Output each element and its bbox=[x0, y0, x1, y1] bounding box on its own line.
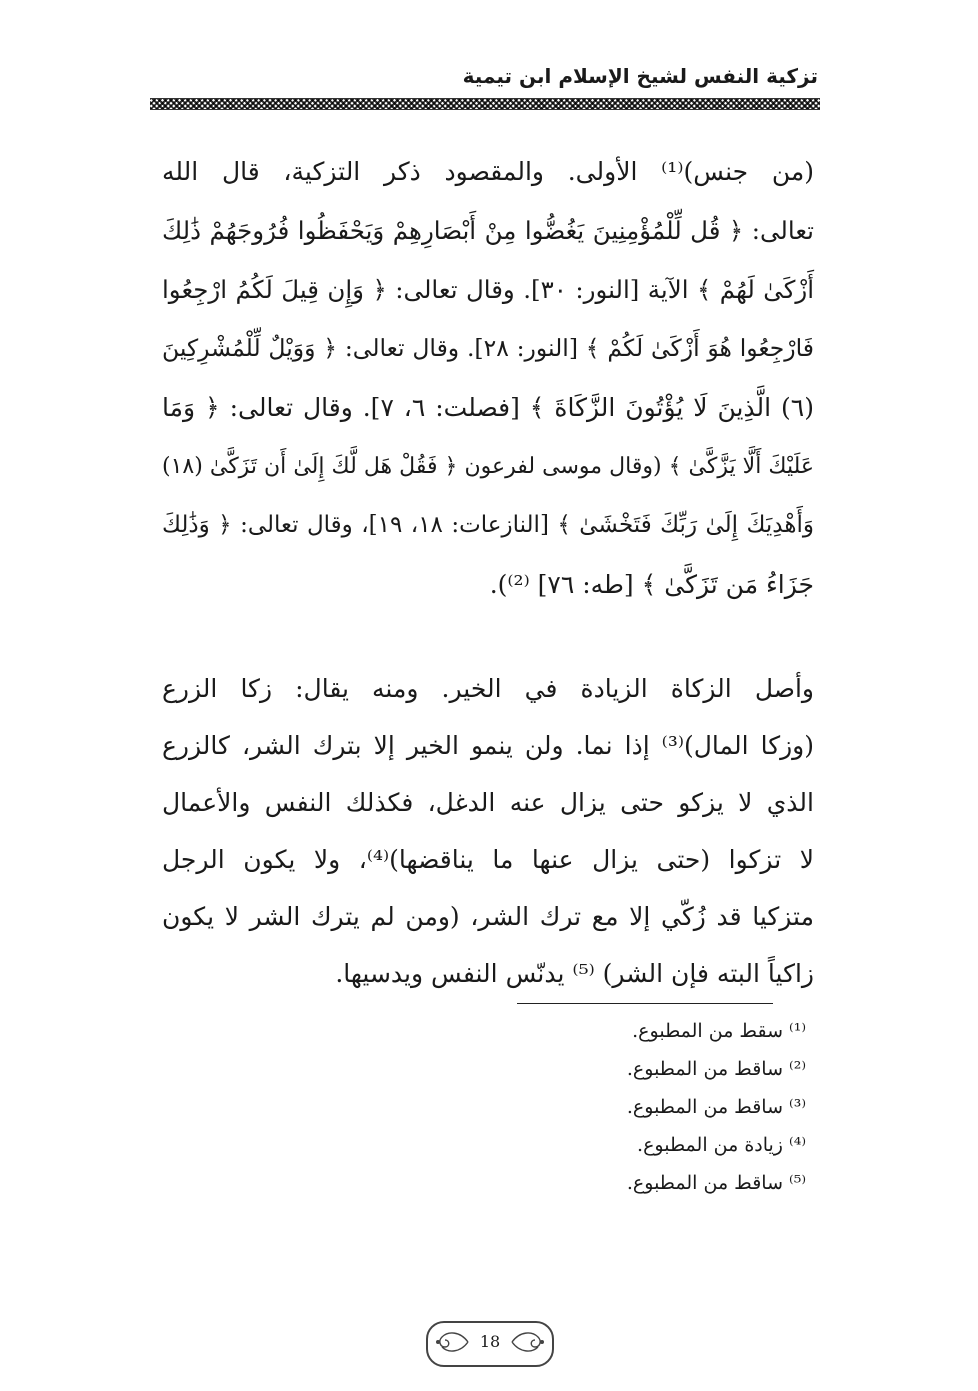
footnote-item: ⁽³⁾ ساقط من المطبوع. bbox=[626, 1096, 806, 1118]
text-line: وأصل الزكاة الزيادة في الخير. ومنه يقال: زكا الزرع bbox=[162, 674, 814, 703]
footnote-item: ⁽⁵⁾ ساقط من المطبوع. bbox=[626, 1172, 806, 1194]
footnote-item: ⁽⁴⁾ زيادة من المطبوع. bbox=[637, 1134, 806, 1156]
footnote-separator bbox=[517, 1003, 773, 1004]
text-line: متزكيا قد زُكّي إلا مع ترك الشر، (ومن لم يترك الشر لا يكون bbox=[162, 902, 814, 931]
text-line: وَأَهْدِيَكَ إِلَىٰ رَبِّكَ فَتَخْشَىٰ ﴾ [النازعات: ١٨، ١٩]، وقال تعالى: ﴿ وَذَٰلِكَ bbox=[162, 512, 814, 538]
page-number: 18 bbox=[479, 1332, 501, 1351]
footnote-item: ⁽¹⁾ سقط من المطبوع. bbox=[632, 1020, 806, 1042]
running-header bbox=[150, 58, 820, 98]
text-line: أَزْكَىٰ لَهُمْ ﴾ الآية [النور: ٣٠]. وقال تعالى: ﴿ وَإِن قِيلَ لَكُمُ ارْجِعُوا bbox=[162, 275, 814, 304]
text-line: زاكياً البته فإن الشر) ⁽⁵⁾ يدنّس النفس ويدسيها. bbox=[335, 959, 814, 988]
text-line: لا تزكوا (حتى يزال عنها ما يناقضها)⁽⁴⁾، ولا يكون الرجل bbox=[162, 845, 814, 874]
header-ornament-rule bbox=[150, 98, 820, 110]
ornament-icon bbox=[510, 1329, 546, 1355]
page-number-frame bbox=[426, 1321, 554, 1367]
text-line: (وزكا المال)⁽³⁾ إذا نما. ولن ينمو الخير إلا بترك الشر، كالزرع bbox=[162, 731, 815, 760]
text-line: (من جنس)⁽¹⁾ الأولى. والمقصود ذكر التزكية، قال الله bbox=[162, 157, 814, 186]
paragraph-zakat-meaning bbox=[162, 660, 814, 1002]
footnote-item: ⁽²⁾ ساقط من المطبوع. bbox=[626, 1058, 806, 1080]
paragraph-quran-verses bbox=[162, 142, 814, 614]
text-line: جَزَاءُ مَن تَزَكَّىٰ ﴾ [طه: ٧٦] ⁽²⁾). bbox=[489, 570, 814, 599]
book-title: تزكية النفس لشيخ الإسلام ابن تيمية bbox=[462, 64, 818, 88]
text-line: تعالى: ﴿ قُل لِّلْمُؤْمِنِينَ يَغُضُّوا مِنْ أَبْصَارِهِمْ وَيَحْفَظُوا فُرُوجَهُمْ ذَٰلِكَ bbox=[162, 216, 814, 245]
text-line: عَلَيْكَ أَلَّا يَزَّكَّىٰ ﴾ (وقال موسى لفرعون ﴿ فَقُلْ هَل لَّكَ إِلَىٰ أَن تَزَكَّىٰ (١٨) bbox=[162, 454, 814, 479]
text-line: (٦) الَّذِينَ لَا يُؤْتُونَ الزَّكَاةَ ﴾ [فصلت: ٦، ٧]. وقال تعالى: ﴿ وَمَا bbox=[162, 393, 814, 422]
text-line: فَارْجِعُوا هُوَ أَزْكَىٰ لَكُمْ ﴾ [النور: ٢٨]. وقال تعالى: ﴿ وَوَيْلٌ لِّلْمُشْرِكِينَ bbox=[162, 334, 815, 362]
footnotes bbox=[627, 1012, 806, 1202]
text-line: الذي لا يزكو حتى يزال عنه الدغل، فكذلك النفس والأعمال bbox=[162, 788, 814, 817]
